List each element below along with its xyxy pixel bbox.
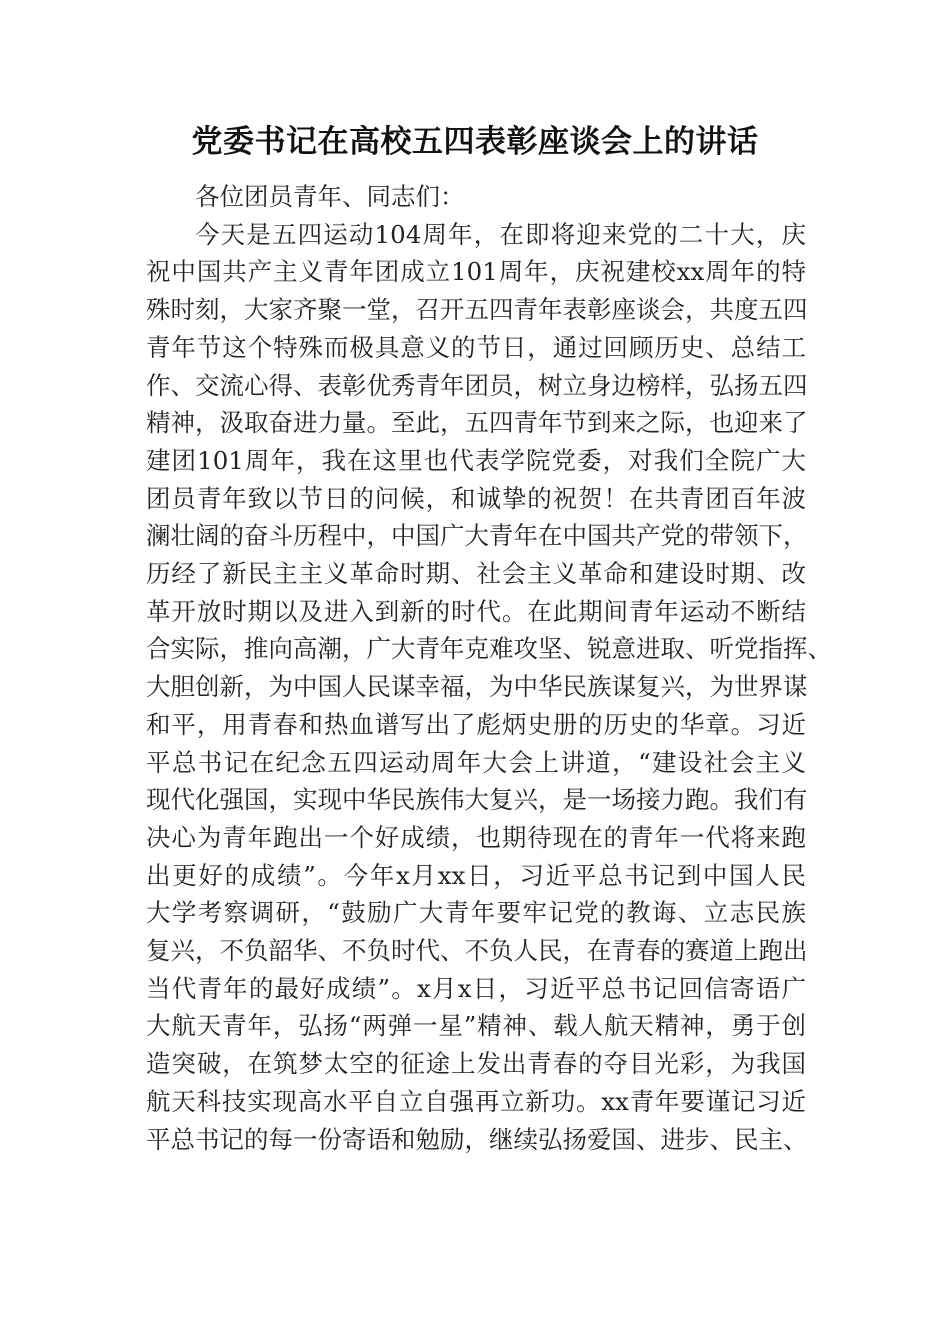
paragraph-line: 决心为青年跑出一个好成绩，也期待现在的青年一代将来跑 xyxy=(146,822,806,852)
paragraph-line: 今天是五四运动104周年，在即将迎来党的二十大，庆 xyxy=(195,219,806,249)
paragraph-line: 大胆创新，为中国人民谋幸福，为中华民族谋复兴，为世界谋 xyxy=(146,672,808,702)
paragraph-line: 青年节这个特殊而极具意义的节日，通过回顾历史、总结工 xyxy=(146,332,806,362)
paragraph-line: 造突破，在筑梦太空的征途上发出青春的夺目光彩，为我国 xyxy=(146,1049,806,1079)
paragraph-line: 平总书记在纪念五四运动周年大会上讲道，“建设社会主义 xyxy=(146,747,806,777)
paragraph-line: 大学考察调研，“鼓励广大青年要牢记党的教诲、立志民族 xyxy=(146,898,806,928)
paragraph-line: 和平，用青春和热血谱写出了彪炳史册的历史的华章。习近 xyxy=(146,709,806,739)
paragraph-line: 澜壮阔的奋斗历程中，中国广大青年在中国共产党的带领下， xyxy=(146,521,808,551)
paragraph-line: 出更好的成绩”。今年x月xx日，习近平总书记到中国人民 xyxy=(146,860,806,890)
paragraph-line: 历经了新民主主义革命时期、社会主义革命和建设时期、改 xyxy=(146,559,806,589)
paragraph-line: 祝中国共产主义青年团成立101周年，庆祝建校xx周年的特 xyxy=(146,257,806,287)
greeting-line: 各位团员青年、同志们： xyxy=(195,182,465,211)
paragraph-line: 复兴，不负韶华、不负时代、不负人民，在青春的赛道上跑出 xyxy=(146,936,808,966)
paragraph-line: 平总书记的每一份寄语和勉励，继续弘扬爱国、进步、民主、 xyxy=(146,1124,808,1154)
paragraph-line: 建团101周年，我在这里也代表学院党委，对我们全院广大 xyxy=(146,445,806,475)
paragraph-line: 团员青年致以节日的问候，和诚挚的祝贺！在共青团百年波 xyxy=(146,483,806,513)
paragraph-line: 大航天青年，弘扬“两弹一星”精神、载人航天精神，勇于创 xyxy=(146,1011,806,1041)
paragraph-line: 合实际，推向高潮，广大青年克难攻坚、锐意进取、听党指挥、 xyxy=(146,634,832,664)
paragraph-line: 精神，汲取奋进力量。至此，五四青年节到来之际，也迎来了 xyxy=(146,408,808,438)
paragraph-line: 作、交流心得、表彰优秀青年团员，树立身边榜样，弘扬五四 xyxy=(146,370,808,400)
document-body xyxy=(146,178,832,1158)
speech-paragraph xyxy=(146,216,832,1159)
paragraph-line: 殊时刻，大家齐聚一堂，召开五四青年表彰座谈会，共度五四 xyxy=(146,295,808,325)
paragraph-line: 现代化强国，实现中华民族伟大复兴，是一场接力跑。我们有 xyxy=(146,785,808,815)
paragraph-line: 航天科技实现高水平自立自强再立新功。xx青年要谨记习近 xyxy=(146,1086,806,1116)
paragraph-line: 当代青年的最好成绩”。x月x日，习近平总书记回信寄语广 xyxy=(146,973,806,1003)
document-title: 党委书记在高校五四表彰座谈会上的讲话 xyxy=(191,124,759,160)
paragraph-line: 革开放时期以及进入到新的时代。在此期间青年运动不断结 xyxy=(146,596,806,626)
